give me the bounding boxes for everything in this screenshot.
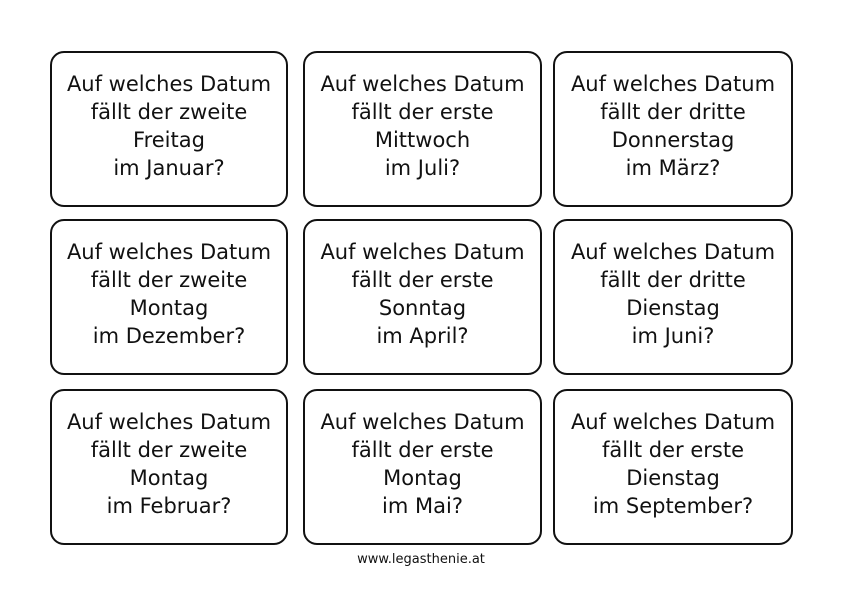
card-line: fällt der dritte [600, 100, 746, 124]
card-line: fällt der dritte [600, 268, 746, 292]
card-line: Montag [383, 466, 462, 490]
card-line: im Juli? [384, 156, 461, 180]
card-line: Auf welches Datum [66, 72, 272, 96]
card-line: im Januar? [113, 156, 225, 180]
card-line: Auf welches Datum [66, 240, 272, 264]
card-line: fällt der erste [351, 268, 494, 292]
card-line: fällt der zweite [90, 268, 248, 292]
card-line: Auf welches Datum [320, 410, 525, 434]
card-line: fällt der zweite [90, 438, 248, 462]
question-card [303, 389, 542, 545]
card-line: fällt der erste [351, 100, 494, 124]
question-card [50, 219, 288, 375]
card-line: Auf welches Datum [570, 240, 776, 264]
footer-website: www.legasthenie.at [357, 552, 485, 567]
card-line: Auf welches Datum [66, 410, 272, 434]
card-line: fällt der zweite [90, 100, 248, 124]
card-line: Mittwoch [374, 128, 471, 152]
card-line: im Februar? [106, 494, 232, 518]
card-line: im April? [376, 324, 469, 348]
card-line: Sonntag [378, 296, 467, 320]
card-line: Auf welches Datum [570, 410, 776, 434]
card-line: Montag [129, 466, 209, 490]
card-line: Dienstag [626, 466, 720, 490]
card-line: fällt der erste [601, 438, 745, 462]
card-line: im September? [592, 494, 754, 518]
card-line: im März? [625, 156, 721, 180]
card-line: im Dezember? [92, 324, 246, 348]
question-card [553, 51, 793, 207]
card-line: Donnerstag [611, 128, 735, 152]
question-card [50, 389, 288, 545]
question-card [50, 51, 288, 207]
card-line: Auf welches Datum [320, 240, 525, 264]
card-line: Dienstag [626, 296, 720, 320]
card-line: im Mai? [382, 494, 463, 518]
card-line: Auf welches Datum [320, 72, 525, 96]
card-line: Freitag [133, 128, 205, 152]
question-card [553, 219, 793, 375]
question-card [303, 219, 542, 375]
card-line: Montag [129, 296, 209, 320]
question-card [303, 51, 542, 207]
question-card [553, 389, 793, 545]
card-line: fällt der erste [351, 438, 494, 462]
card-line: Auf welches Datum [570, 72, 776, 96]
card-line: im Juni? [631, 324, 715, 348]
